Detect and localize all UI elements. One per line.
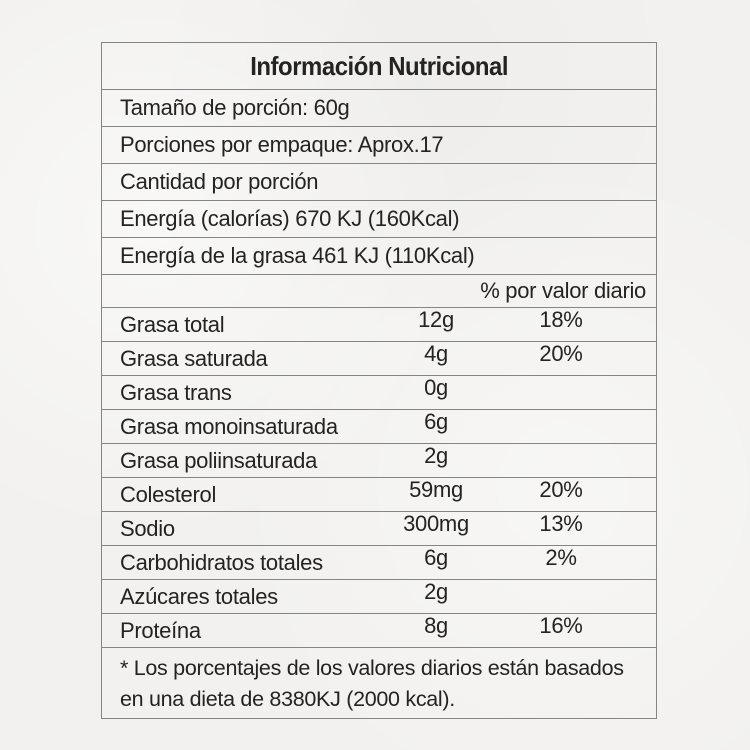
- nutrient-name: Proteína: [120, 617, 201, 643]
- nutrient-amount: 4g: [424, 340, 448, 366]
- percent-daily-value-header: % por valor diario: [480, 278, 646, 303]
- energy-from-fat-row: [102, 238, 656, 275]
- amount-per-serving-row: [102, 164, 656, 201]
- nutrient-name: Grasa saturada: [120, 345, 268, 371]
- percent-daily-value-header-row: [102, 275, 656, 308]
- nutrition-facts-label: [101, 42, 657, 719]
- nutrient-row-grasa-monoinsaturada: [102, 410, 656, 444]
- label-title: Información Nutricional: [250, 50, 508, 81]
- energy-from-fat-text: Energía de la grasa 461 KJ (110Kcal): [120, 243, 475, 268]
- nutrient-row-grasa-trans: [102, 376, 656, 410]
- nutrient-amount: 2g: [424, 442, 448, 468]
- nutrient-row-grasa-total: [102, 308, 656, 342]
- nutrient-daily-value: 20%: [539, 476, 583, 502]
- nutrient-amount: 59mg: [409, 476, 463, 502]
- servings-per-pack-text: Porciones por empaque: Aprox.17: [120, 132, 444, 157]
- footnote-line-1: * Los porcentajes de los valores diarios están basados: [120, 656, 624, 680]
- nutrient-row-proteina: [102, 614, 656, 648]
- nutrient-row-grasa-poliinsaturada: [102, 444, 656, 478]
- nutrient-daily-value: 13%: [539, 510, 583, 536]
- nutrient-amount: 6g: [424, 408, 448, 434]
- nutrient-row-carbohidratos-totales: [102, 546, 656, 580]
- energy-calories-text: Energía (calorías) 670 KJ (160Kcal): [120, 206, 460, 231]
- serving-size-row: [102, 90, 656, 127]
- nutrient-name: Colesterol: [120, 481, 217, 507]
- nutrient-amount: 0g: [424, 374, 448, 400]
- nutrient-amount: 2g: [424, 578, 448, 604]
- nutrient-name: Sodio: [120, 515, 175, 541]
- nutrient-row-azucares-totales: [102, 580, 656, 614]
- nutrient-daily-value: 20%: [539, 340, 583, 366]
- nutrient-amount: 6g: [424, 544, 448, 570]
- nutrient-name: Azúcares totales: [120, 583, 278, 609]
- nutrient-name: Grasa poliinsaturada: [120, 447, 318, 473]
- nutrient-amount: 300mg: [403, 510, 469, 536]
- nutrient-name: Carbohidratos totales: [120, 549, 323, 575]
- footnote-line-2: en una dieta de 8380KJ (2000 kcal).: [120, 687, 455, 711]
- nutrient-name: Grasa trans: [120, 379, 232, 405]
- label-title-row: [102, 43, 656, 90]
- serving-size-text: Tamaño de porción: 60g: [120, 95, 350, 120]
- nutrient-row-sodio: [102, 512, 656, 546]
- nutrient-daily-value: 18%: [539, 306, 583, 332]
- nutrient-row-grasa-saturada: [102, 342, 656, 376]
- amount-per-serving-text: Cantidad por porción: [120, 169, 319, 194]
- nutrient-daily-value: 2%: [545, 544, 577, 570]
- daily-value-footnote: [102, 648, 656, 718]
- nutrient-row-colesterol: [102, 478, 656, 512]
- nutrient-name: Grasa total: [120, 311, 225, 337]
- nutrient-amount: 12g: [418, 306, 454, 332]
- nutrient-name: Grasa monoinsaturada: [120, 413, 338, 439]
- nutrient-amount: 8g: [424, 612, 448, 638]
- servings-per-pack-row: [102, 127, 656, 164]
- energy-calories-row: [102, 201, 656, 238]
- nutrient-daily-value: 16%: [539, 612, 583, 638]
